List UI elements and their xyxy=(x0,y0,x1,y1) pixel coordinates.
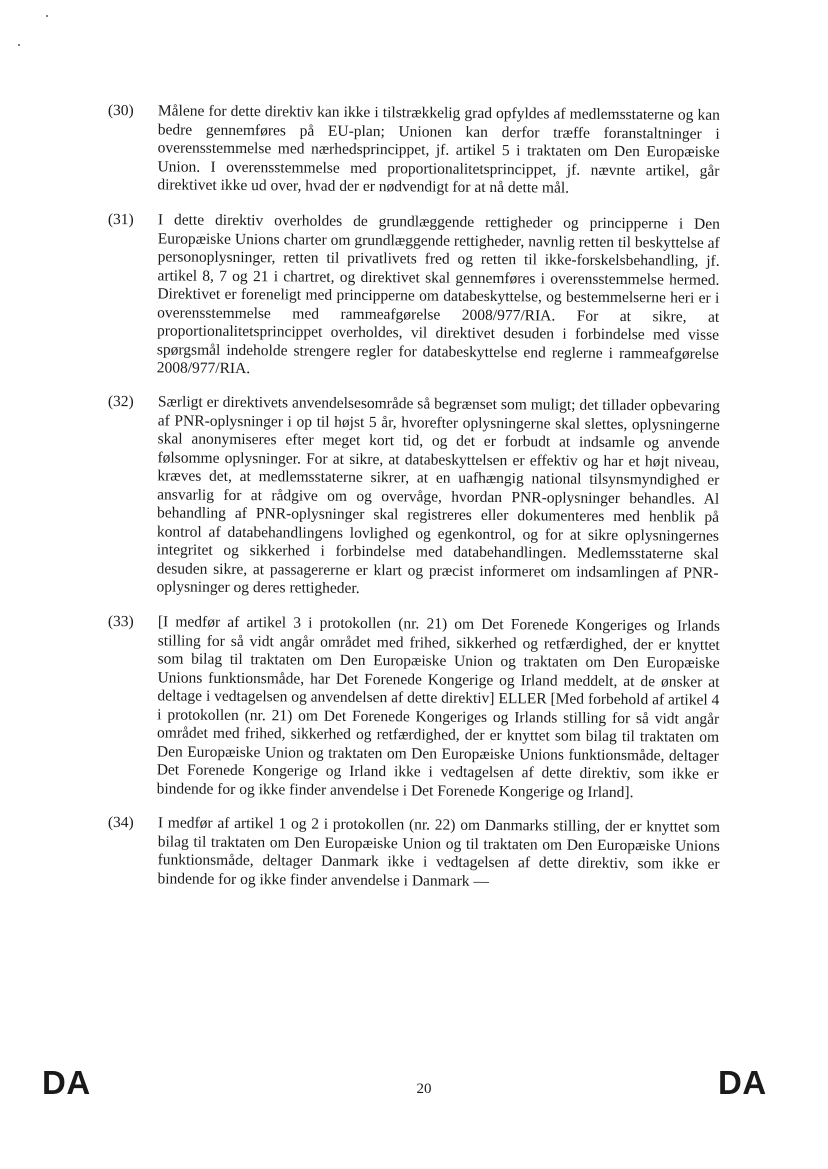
recital-32 xyxy=(106,393,720,601)
page-number: 20 xyxy=(416,1081,432,1097)
recital-number: (30) xyxy=(107,102,134,120)
recital-number: (31) xyxy=(107,210,134,228)
language-code-right: DA xyxy=(718,1064,767,1101)
recital-text: Særligt er direktivets anvendelsesområde så begrænset som muligt; det tillader opbevaring af PNR-oplysninger i op til højst 5 år, hvorefter oplysningerne skal slettes, oplysningerne skal anonymiseres efter meget kort tid, og det er forbudt at indsamle og anvende følsomme oplysninger. For at sikre, at databeskyttelsen er effektiv og har et højt niveau, kræves det, at medlemsstaterne sikrer, at en uafhængig national tilsynsmyndighed er ansvarlig for at rådgive om og overvåge, hvordan PNR-oplysninger behandles. Al behandling af PNR-oplysninger skal registreres eller dokumenteres med henblik på kontrol af databehandlingens lovlighed og egenkontrol, og for at sikre oplysningernes integritet og sikkerhed i forbindelse med databehandlingen. Medlemsstaterne skal desuden sikre, at passagererne er klart og præcist informeret om indsamlingen af PNR-oplysninger og deres rettigheder. xyxy=(156,393,720,597)
recital-text: I dette direktiv overholdes de grundlæggende rettigheder og principperne i Den Europæiske Unions charter om grundlæggende rettigheder, navnlig retten til beskyttelse af personoplysninger, retten til privatlivets fred og retten til ikke-forskelsbehandling, jf. artikel 8, 7 og 21 i chartret, og direktivet skal gennemføres i overensstemmelse hermed. Direktivet er foreneligt med principperne om databeskyttelse, og bestemmelserne heri er i overensstemmelse med rammeafgørelse 2008/977/RIA. For at sikre, at proportionalitetsprincippet overholdes, vil direktivet desuden i forbindelse med visse spørgsmål indeholde strengere regler for databeskyttelse end reglerne i rammeafgørelse 2008/977/RIA. xyxy=(156,210,720,377)
recital-30 xyxy=(107,102,720,199)
recital-number: (34) xyxy=(107,813,134,831)
recital-text: I medfør af artikel 1 og 2 i protokollen (nr. 22) om Danmarks stilling, der er knyttet som bilag til traktaten om Den Europæiske Union og til traktaten om Den Europæiske Unions funktionsmåde, deltager Danmark ikke i vedtagelsen af dette direktiv, som ikke er bindende for og ikke finder anvendelse i Danmark — xyxy=(157,813,720,889)
recital-33 xyxy=(107,613,720,803)
scan-speck xyxy=(18,44,20,46)
recital-text: Målene for dette direktiv kan ikke i tilstrækkelig grad opfyldes af medlemsstaterne og kan bedre gennemføres på EU-plan; Unionen kan derfor træffe foranstaltninger i overensstemmelse med nærhedsprincippet, jf. artikel 5 i traktaten om Den Europæiske Union. I overensstemmelse med proportionalitetsprincippet, jf. nævnte artikel, går direktivet ikke ud over, hvad der er nødvendigt for at nå dette mål. xyxy=(157,102,720,197)
recital-34 xyxy=(107,814,720,893)
recital-number: (33) xyxy=(107,612,134,630)
language-code-left: DA xyxy=(42,1064,91,1101)
recital-number: (32) xyxy=(107,393,134,411)
scan-speck xyxy=(46,15,48,17)
recital-text: [I medfør af artikel 3 i protokollen (nr. 21) om Det Forenede Kongeriges og Irlands stilling for så vidt angår området med frihed, sikkerhed og retfærdighed, der er knyttet som bilag til traktaten om Den Europæiske Union og traktaten om Den Europæiske Unions funktionsmåde, har Det Forenede Kongerige og Irland meddelt, at de ønsker at deltage i vedtagelsen og anvendelsen af dette direktiv] ELLER [Med forbehold af artikel 4 i protokollen (nr. 21) om Det Forenede Kongeriges og Irlands stilling for så vidt angår området med frihed, sikkerhed og retfærdighed, der er knyttet som bilag til traktaten om Den Europæiske Union og traktaten om Den Europæiske Unions funktionsmåde, deltager Det Forenede Kongerige og Irland ikke i vedtagelsen af dette direktiv, som ikke er bindende for og ikke finder anvendelse i Det Forenede Kongerige og Irland]. xyxy=(156,612,720,801)
recitals-list xyxy=(108,102,720,904)
recital-31 xyxy=(107,211,720,382)
